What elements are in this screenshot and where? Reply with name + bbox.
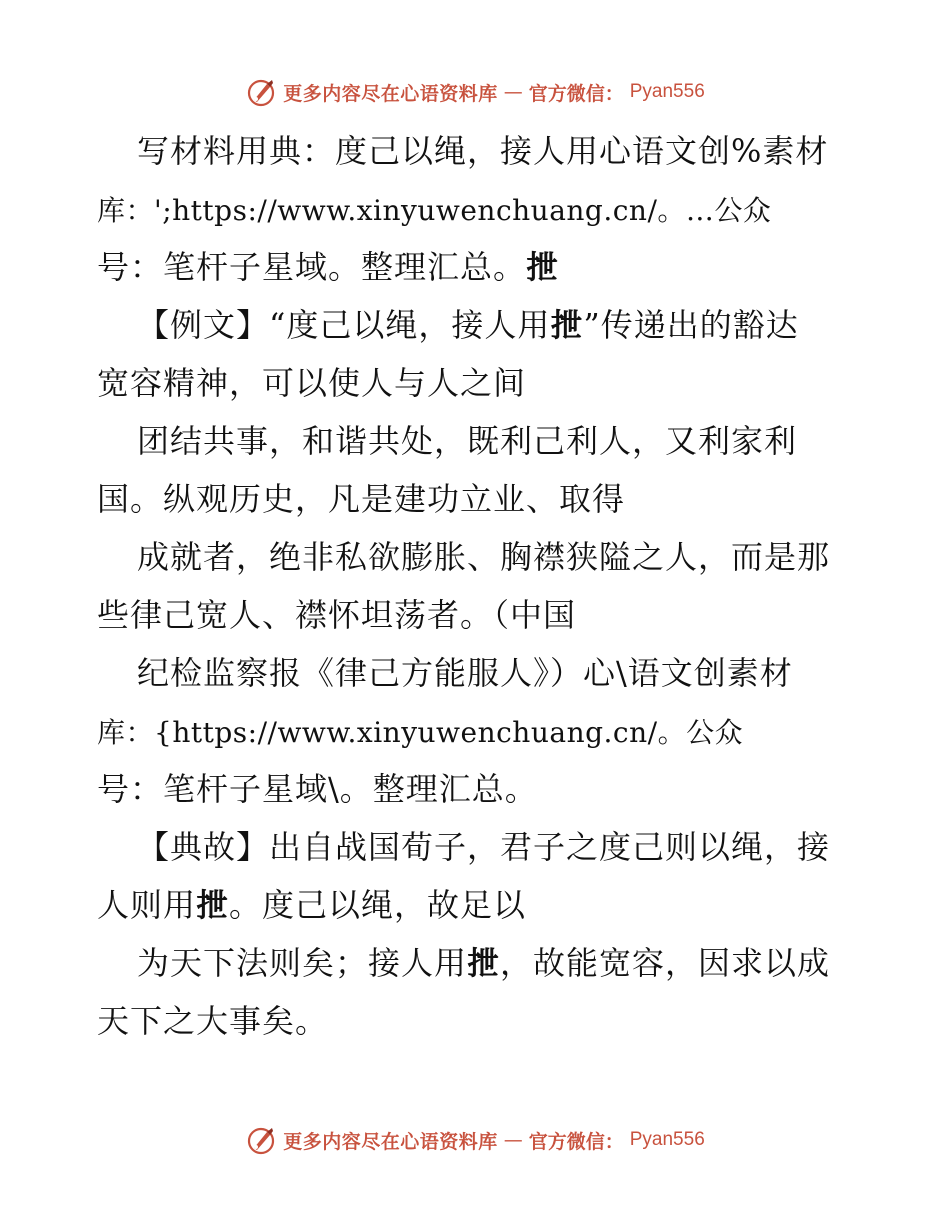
banner-wechat-label: 官方微信： [528, 1130, 624, 1153]
text-line [97, 818, 857, 876]
text-segment: ”传递出的豁达 [583, 306, 799, 344]
text-segment: 号：笔杆子星域。整理汇总。 [97, 248, 527, 286]
text-line [97, 296, 857, 354]
text-line [97, 992, 857, 1050]
text-segment: 宽容精神，可以使人与人之间 [97, 364, 527, 402]
banner-wechat-label: 官方微信： [528, 82, 624, 105]
banner-wechat-handle: Pyan556 [629, 1129, 705, 1150]
text-line [97, 934, 857, 992]
text-line [97, 238, 857, 296]
text-line [97, 122, 857, 180]
text-line [97, 354, 857, 412]
banner-separator: — [503, 1129, 523, 1151]
text-line [97, 180, 857, 238]
text-segment: 人则用 [97, 886, 197, 924]
quill-pen-logo-icon [245, 76, 277, 108]
header-watermark-banner [0, 72, 950, 112]
text-segment: 库：';https://www.xinyuwenchuang.cn/。…公众 [97, 194, 772, 227]
text-segment: 天下之大事矣。 [97, 1002, 329, 1040]
text-segment: 号：笔杆子星域\。整理汇总。 [97, 770, 538, 808]
banner-site-text: 更多内容尽在心语资料库 [283, 1130, 498, 1153]
document-body [97, 122, 857, 1050]
text-line [97, 644, 857, 702]
bold-character: 抴 [526, 248, 560, 286]
text-segment: 库：{https://www.xinyuwenchuang.cn/。公众 [97, 716, 744, 749]
text-line [97, 876, 857, 934]
text-segment: 写材料用典：度己以绳，接人用心语文创%素材 [137, 132, 829, 170]
text-segment: 【例文】“度己以绳，接人用 [137, 306, 551, 344]
bold-character: 抴 [467, 944, 501, 982]
text-line [97, 702, 857, 760]
text-line [97, 760, 857, 818]
text-line [97, 412, 857, 470]
text-segment: 纪检监察报《律己方能服人》）心\语文创素材 [137, 654, 793, 692]
footer-watermark-banner [0, 1120, 950, 1160]
text-line [97, 528, 857, 586]
text-segment: ，故能宽容，因求以成 [500, 944, 831, 982]
banner-site-text: 更多内容尽在心语资料库 [283, 82, 498, 105]
text-segment: 团结共事，和谐共处，既利己利人，又利家利 [137, 422, 798, 460]
banner-separator: — [503, 81, 523, 103]
text-segment: 些律己宽人、襟怀坦荡者。（中国 [97, 596, 577, 634]
bold-character: 抴 [196, 886, 230, 924]
banner-wechat-handle: Pyan556 [629, 81, 705, 102]
text-segment: 【典故】出自战国荀子，君子之度己则以绳，接 [137, 828, 831, 866]
text-segment: 成就者，绝非私欲膨胀、胸襟狭隘之人，而是那 [137, 538, 831, 576]
text-line [97, 470, 857, 528]
text-segment: 国。纵观历史，凡是建功立业、取得 [97, 480, 626, 518]
bold-character: 抴 [550, 306, 584, 344]
text-segment: 为天下法则矣；接人用 [137, 944, 468, 982]
text-line [97, 586, 857, 644]
text-segment: 。度己以绳，故足以 [229, 886, 527, 924]
quill-pen-logo-icon [245, 1124, 277, 1156]
